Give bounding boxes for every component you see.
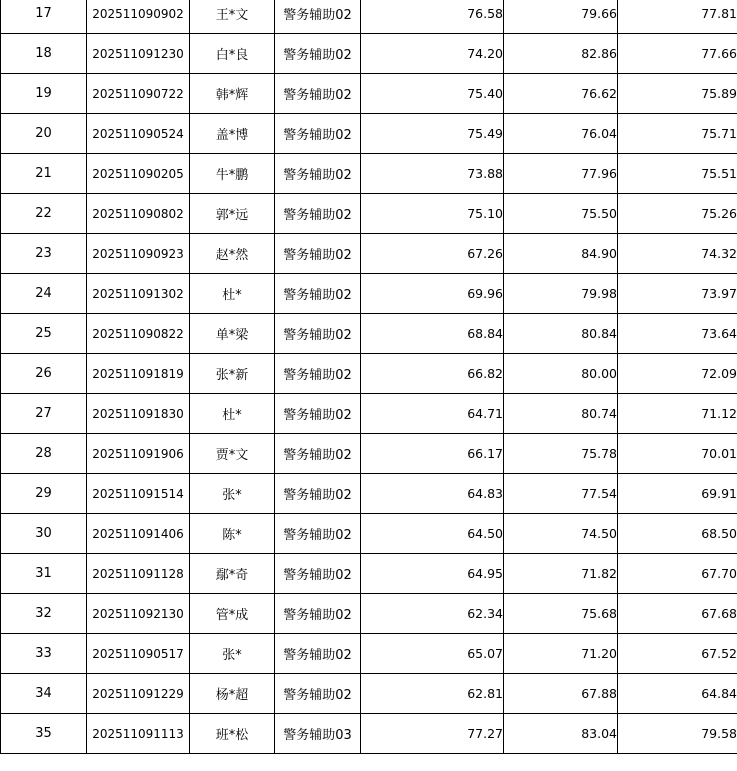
candidate-name-cell: 张*新 bbox=[190, 354, 275, 394]
interview-score-cell: 79.66 bbox=[504, 0, 618, 34]
table-row bbox=[1, 514, 737, 554]
total-score-cell: 67.68 bbox=[618, 594, 737, 634]
candidate-name-cell: 郭*远 bbox=[190, 194, 275, 234]
interview-score-cell: 79.98 bbox=[504, 274, 618, 314]
serial-number-cell: 30 bbox=[1, 514, 87, 554]
written-score-cell: 67.26 bbox=[361, 234, 504, 274]
written-score-cell: 75.10 bbox=[361, 194, 504, 234]
total-score-cell: 75.89 bbox=[618, 74, 737, 114]
interview-score-cell: 80.74 bbox=[504, 394, 618, 434]
position-cell: 警务辅助02 bbox=[275, 234, 361, 274]
serial-number-cell: 25 bbox=[1, 314, 87, 354]
candidate-name-cell: 班*松 bbox=[190, 714, 275, 754]
serial-number-cell: 27 bbox=[1, 394, 87, 434]
serial-number-cell: 18 bbox=[1, 34, 87, 74]
serial-number-cell: 31 bbox=[1, 554, 87, 594]
position-cell: 警务辅助02 bbox=[275, 34, 361, 74]
table-row bbox=[1, 394, 737, 434]
total-score-cell: 77.66 bbox=[618, 34, 737, 74]
total-score-cell: 70.01 bbox=[618, 434, 737, 474]
position-cell: 警务辅助02 bbox=[275, 674, 361, 714]
table-body bbox=[1, 0, 737, 754]
written-score-cell: 65.07 bbox=[361, 634, 504, 674]
table-row bbox=[1, 434, 737, 474]
total-score-cell: 73.64 bbox=[618, 314, 737, 354]
interview-score-cell: 83.04 bbox=[504, 714, 618, 754]
total-score-cell: 68.50 bbox=[618, 514, 737, 554]
position-cell: 警务辅助02 bbox=[275, 194, 361, 234]
written-score-cell: 75.40 bbox=[361, 74, 504, 114]
position-cell: 警务辅助02 bbox=[275, 74, 361, 114]
interview-score-cell: 71.82 bbox=[504, 554, 618, 594]
table-row bbox=[1, 274, 737, 314]
serial-number-cell: 19 bbox=[1, 74, 87, 114]
position-cell: 警务辅助03 bbox=[275, 714, 361, 754]
total-score-cell: 73.97 bbox=[618, 274, 737, 314]
candidate-name-cell: 赵*然 bbox=[190, 234, 275, 274]
written-score-cell: 75.49 bbox=[361, 114, 504, 154]
interview-score-cell: 77.54 bbox=[504, 474, 618, 514]
table-row bbox=[1, 314, 737, 354]
table-row bbox=[1, 194, 737, 234]
written-score-cell: 64.83 bbox=[361, 474, 504, 514]
serial-number-cell: 32 bbox=[1, 594, 87, 634]
position-cell: 警务辅助02 bbox=[275, 634, 361, 674]
total-score-cell: 72.09 bbox=[618, 354, 737, 394]
serial-number-cell: 35 bbox=[1, 714, 87, 754]
written-score-cell: 64.95 bbox=[361, 554, 504, 594]
total-score-cell: 77.81 bbox=[618, 0, 737, 34]
total-score-cell: 75.71 bbox=[618, 114, 737, 154]
written-score-cell: 62.81 bbox=[361, 674, 504, 714]
exam-id-cell: 202511091830 bbox=[87, 394, 190, 434]
table-row bbox=[1, 594, 737, 634]
candidate-name-cell: 王*文 bbox=[190, 0, 275, 34]
position-cell: 警务辅助02 bbox=[275, 154, 361, 194]
table-row bbox=[1, 0, 737, 34]
serial-number-cell: 23 bbox=[1, 234, 87, 274]
table-row bbox=[1, 234, 737, 274]
position-cell: 警务辅助02 bbox=[275, 114, 361, 154]
candidate-name-cell: 陈* bbox=[190, 514, 275, 554]
serial-number-cell: 28 bbox=[1, 434, 87, 474]
serial-number-cell: 24 bbox=[1, 274, 87, 314]
interview-score-cell: 75.50 bbox=[504, 194, 618, 234]
interview-score-cell: 75.68 bbox=[504, 594, 618, 634]
serial-number-cell: 34 bbox=[1, 674, 87, 714]
exam-id-cell: 202511090802 bbox=[87, 194, 190, 234]
candidate-name-cell: 白*良 bbox=[190, 34, 275, 74]
written-score-cell: 64.71 bbox=[361, 394, 504, 434]
interview-score-cell: 71.20 bbox=[504, 634, 618, 674]
exam-id-cell: 202511092130 bbox=[87, 594, 190, 634]
table-row bbox=[1, 674, 737, 714]
candidate-name-cell: 盖*博 bbox=[190, 114, 275, 154]
serial-number-cell: 21 bbox=[1, 154, 87, 194]
total-score-cell: 67.52 bbox=[618, 634, 737, 674]
interview-score-cell: 80.84 bbox=[504, 314, 618, 354]
table-row bbox=[1, 34, 737, 74]
position-cell: 警务辅助02 bbox=[275, 394, 361, 434]
exam-id-cell: 202511090517 bbox=[87, 634, 190, 674]
table-row bbox=[1, 474, 737, 514]
interview-score-cell: 74.50 bbox=[504, 514, 618, 554]
exam-id-cell: 202511091819 bbox=[87, 354, 190, 394]
written-score-cell: 62.34 bbox=[361, 594, 504, 634]
serial-number-cell: 17 bbox=[1, 0, 87, 34]
exam-id-cell: 202511090923 bbox=[87, 234, 190, 274]
candidate-name-cell: 管*成 bbox=[190, 594, 275, 634]
exam-id-cell: 202511091302 bbox=[87, 274, 190, 314]
position-cell: 警务辅助02 bbox=[275, 354, 361, 394]
exam-id-cell: 202511090205 bbox=[87, 154, 190, 194]
exam-id-cell: 202511091406 bbox=[87, 514, 190, 554]
serial-number-cell: 29 bbox=[1, 474, 87, 514]
table-row bbox=[1, 154, 737, 194]
candidate-name-cell: 张* bbox=[190, 474, 275, 514]
candidate-name-cell: 单*梁 bbox=[190, 314, 275, 354]
interview-score-cell: 80.00 bbox=[504, 354, 618, 394]
table-row bbox=[1, 714, 737, 754]
interview-score-cell: 82.86 bbox=[504, 34, 618, 74]
exam-id-cell: 202511091906 bbox=[87, 434, 190, 474]
candidate-name-cell: 韩*辉 bbox=[190, 74, 275, 114]
total-score-cell: 71.12 bbox=[618, 394, 737, 434]
interview-score-cell: 67.88 bbox=[504, 674, 618, 714]
written-score-cell: 64.50 bbox=[361, 514, 504, 554]
total-score-cell: 64.84 bbox=[618, 674, 737, 714]
position-cell: 警务辅助02 bbox=[275, 0, 361, 34]
written-score-cell: 76.58 bbox=[361, 0, 504, 34]
interview-score-cell: 76.62 bbox=[504, 74, 618, 114]
total-score-cell: 79.58 bbox=[618, 714, 737, 754]
written-score-cell: 77.27 bbox=[361, 714, 504, 754]
table-row bbox=[1, 74, 737, 114]
exam-id-cell: 202511091229 bbox=[87, 674, 190, 714]
position-cell: 警务辅助02 bbox=[275, 514, 361, 554]
candidate-name-cell: 杜* bbox=[190, 394, 275, 434]
written-score-cell: 74.20 bbox=[361, 34, 504, 74]
table-row bbox=[1, 114, 737, 154]
exam-id-cell: 202511091230 bbox=[87, 34, 190, 74]
written-score-cell: 66.17 bbox=[361, 434, 504, 474]
serial-number-cell: 33 bbox=[1, 634, 87, 674]
interview-score-cell: 76.04 bbox=[504, 114, 618, 154]
written-score-cell: 66.82 bbox=[361, 354, 504, 394]
interview-score-cell: 84.90 bbox=[504, 234, 618, 274]
serial-number-cell: 20 bbox=[1, 114, 87, 154]
serial-number-cell: 22 bbox=[1, 194, 87, 234]
exam-id-cell: 202511090524 bbox=[87, 114, 190, 154]
table-row bbox=[1, 354, 737, 394]
table-row bbox=[1, 554, 737, 594]
total-score-cell: 67.70 bbox=[618, 554, 737, 594]
total-score-cell: 75.51 bbox=[618, 154, 737, 194]
candidate-name-cell: 杜* bbox=[190, 274, 275, 314]
exam-id-cell: 202511091128 bbox=[87, 554, 190, 594]
exam-id-cell: 202511090722 bbox=[87, 74, 190, 114]
position-cell: 警务辅助02 bbox=[275, 314, 361, 354]
candidate-name-cell: 牛*鹏 bbox=[190, 154, 275, 194]
table-row bbox=[1, 634, 737, 674]
total-score-cell: 75.26 bbox=[618, 194, 737, 234]
total-score-cell: 69.91 bbox=[618, 474, 737, 514]
position-cell: 警务辅助02 bbox=[275, 594, 361, 634]
position-cell: 警务辅助02 bbox=[275, 274, 361, 314]
interview-score-cell: 75.78 bbox=[504, 434, 618, 474]
exam-id-cell: 202511090822 bbox=[87, 314, 190, 354]
written-score-cell: 68.84 bbox=[361, 314, 504, 354]
position-cell: 警务辅助02 bbox=[275, 554, 361, 594]
written-score-cell: 73.88 bbox=[361, 154, 504, 194]
exam-id-cell: 202511091113 bbox=[87, 714, 190, 754]
position-cell: 警务辅助02 bbox=[275, 434, 361, 474]
exam-id-cell: 202511091514 bbox=[87, 474, 190, 514]
candidate-name-cell: 贾*文 bbox=[190, 434, 275, 474]
exam-id-cell: 202511090902 bbox=[87, 0, 190, 34]
position-cell: 警务辅助02 bbox=[275, 474, 361, 514]
candidate-name-cell: 鄢*奇 bbox=[190, 554, 275, 594]
interview-score-cell: 77.96 bbox=[504, 154, 618, 194]
written-score-cell: 69.96 bbox=[361, 274, 504, 314]
candidate-name-cell: 张* bbox=[190, 634, 275, 674]
total-score-cell: 74.32 bbox=[618, 234, 737, 274]
candidate-name-cell: 杨*超 bbox=[190, 674, 275, 714]
serial-number-cell: 26 bbox=[1, 354, 87, 394]
